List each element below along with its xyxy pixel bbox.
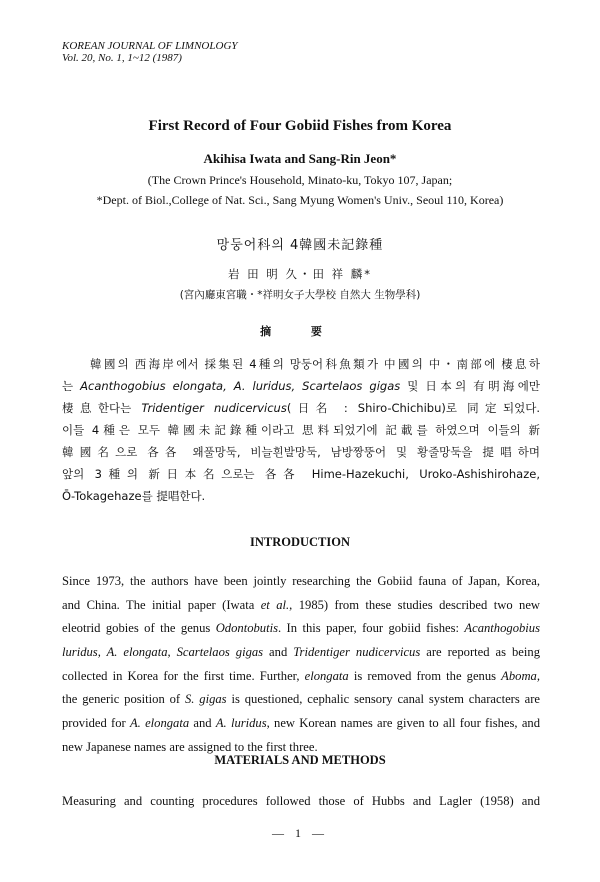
body-text: new Japanese names are assigned to the first three. [62, 739, 318, 754]
paper-title: First Record of Four Gobiid Fishes from Korea [148, 118, 452, 134]
abstract-text: 이들 4種은 모두 韓國未記錄種이라고 思料되었기에 記載를 하였으며 이들의 新 [62, 423, 540, 437]
paper-authors: Akihisa Iwata and Sang-Rin Jeon* [203, 151, 397, 166]
body-line [62, 712, 540, 736]
affiliation-1: (The Crown Prince's Household, Minato-ku, Tokyo 107, Japan; [147, 173, 453, 187]
body-text: , 1985) from these studies described two new [289, 597, 541, 612]
body-text: eleotrid gobies of the genus [62, 621, 216, 636]
species-name: et al. [260, 597, 290, 612]
abstract-species: Tridentiger nudicervicus [141, 401, 287, 415]
body-text: collected in Korea for the first time. Further, [62, 668, 305, 683]
body-line [62, 688, 540, 712]
abstract-line [62, 397, 540, 419]
journal-volume: Vol. 20, No. 1, 1~12 (1987) [62, 52, 182, 64]
abstract-text: 앞의 3種의 新日本名으로는 各各 Hime-Hazekuchi, Uroko-Ashishirohaze, [62, 467, 540, 481]
species-name: A. elongata [129, 716, 190, 731]
abstract-text: 韓國名으로 各各 왜풀망둑, 비늘흰발망둑, 남방짱뚱어 및 황줄망둑을 提唱하며 [62, 445, 540, 459]
species-name: elongata [304, 668, 349, 683]
species-name: A. luridus [215, 716, 267, 731]
abstract-line [62, 441, 540, 463]
abstract-text: 棲息한다는 [62, 401, 142, 415]
korean-affiliation: (宮內廳東宮職・*祥明女子大學校 自然大 生物學科) [179, 289, 421, 301]
introduction-body [62, 570, 540, 760]
body-line [62, 570, 540, 594]
abstract-text: (日名 : Shiro-Chichibu)로 同定되었다. [286, 401, 540, 415]
journal-name: KOREAN JOURNAL OF LIMNOLOGY [62, 40, 238, 52]
korean-authors: 岩 田 明 久・田 祥 麟* [227, 267, 373, 281]
abstract-species: Acanthogobius elongata, A. luridus, Scartelaos gigas [80, 379, 401, 393]
body-text: are reported as being [420, 645, 540, 660]
body-line: Measuring and counting procedures followed those of Hubbs and Lagler (1958) and [62, 794, 540, 808]
species-name: S. gigas [184, 692, 227, 707]
body-text: Since 1973, the authors have been jointly researching the Gobiid fauna of Japan, Korea, [62, 574, 540, 588]
korean-title: 망둥어科의 4韓國未記錄種 [216, 238, 384, 253]
body-line [62, 594, 540, 618]
body-line [62, 641, 540, 665]
page-number: — 1 — [272, 826, 328, 840]
materials-methods-heading: MATERIALS AND METHODS [214, 753, 386, 767]
korean-abstract [62, 353, 540, 507]
abstract-text: 韓國의 西海岸에서 採集된 4種의 망둥어科魚類가 中國의 中・南部에 棲息하 [90, 357, 540, 371]
affiliation-2: *Dept. of Biol.,College of Nat. Sci., Sang Myung Women's Univ., Seoul 110, Korea) [96, 193, 504, 207]
body-text: and China. The initial paper (Iwata [62, 597, 261, 612]
methods-body [62, 790, 540, 814]
body-text: . In this paper, four gobiid fishes: [277, 621, 465, 636]
body-line [62, 665, 540, 689]
abstract-line [62, 419, 540, 441]
introduction-heading: INTRODUCTION [249, 535, 350, 549]
body-text: provided for [62, 716, 130, 731]
body-line [62, 617, 540, 641]
abstract-line [62, 375, 540, 397]
abstract-text: Ō-Tokagehaze를 提唱한다. [62, 489, 206, 503]
species-name: Acanthogobius [464, 621, 540, 636]
body-text: and [263, 645, 294, 660]
abstract-line [62, 463, 540, 485]
body-text: , new Korean names are given to all four fishes, and [266, 716, 541, 731]
species-name: Aboma, [501, 668, 540, 683]
abstract-heading: 摘 要 [260, 325, 340, 338]
body-text: is removed from the genus [348, 668, 502, 683]
species-name: luridus, A. elongata, Scartelaos gigas [62, 645, 264, 660]
species-name: Tridentiger nudicervicus [293, 645, 421, 660]
abstract-line [62, 353, 540, 375]
body-text: the generic position of [62, 692, 185, 707]
abstract-line [62, 485, 540, 507]
abstract-text: 및 日本의 有明海에만 [400, 379, 540, 393]
body-text: and [189, 716, 216, 731]
abstract-text: 는 [62, 379, 81, 393]
body-text: is questioned, cephalic sensory canal system characters are [226, 692, 540, 707]
journal-header [62, 40, 238, 64]
species-name: Odontobutis [215, 621, 278, 636]
